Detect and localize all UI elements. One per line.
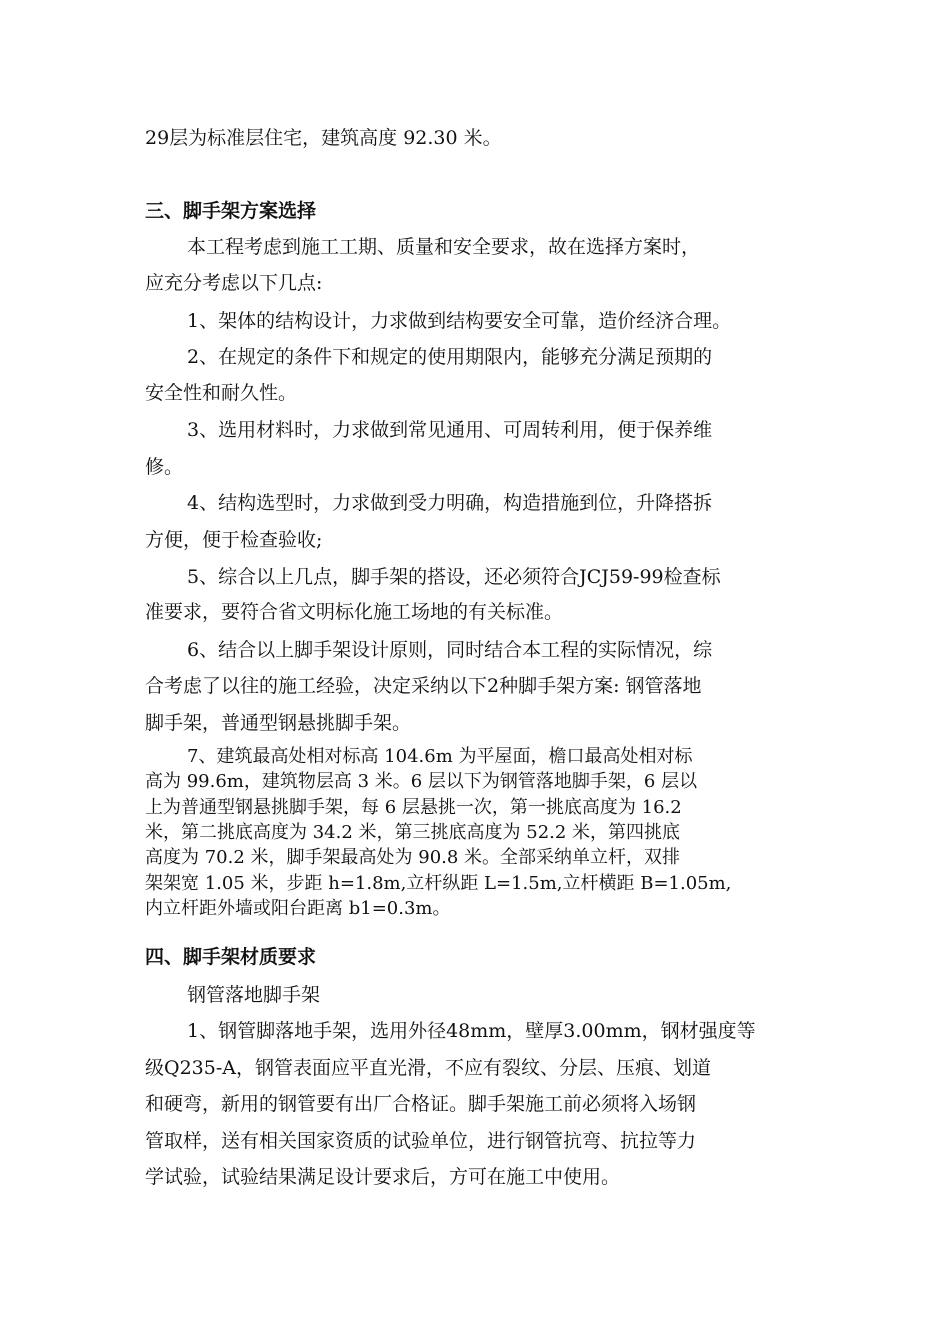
body-line: 本工程考虑到施工工期、质量和安全要求，故在选择方案时，: [187, 236, 701, 258]
list-item-1-cont: 级Q235-A，钢管表面应平直光滑，不应有裂纹、分层、压痕、划道: [145, 1057, 711, 1079]
subheading: 钢管落地脚手架: [187, 984, 321, 1006]
list-item-1-cont: 学试验，试验结果满足设计要求后，方可在施工中使用。: [145, 1166, 621, 1188]
list-item-6-cont: 脚手架，普通型钢悬挑脚手架。: [145, 712, 412, 734]
list-item-5: 5、综合以上几点，脚手架的搭设，还必须符合JCJ59-99检查标: [187, 566, 721, 588]
list-item-7: 7、建筑最高处相对标高 104.6m 为平屋面，檐口最高处相对标: [187, 746, 693, 767]
list-item-2: 2、在规定的条件下和规定的使用期限内，能够充分满足预期的: [187, 346, 713, 368]
list-item-1-cont: 管取样，送有相关国家资质的试验单位，进行钢管抗弯、抗拉等力: [145, 1130, 697, 1152]
body-line: 应充分考虑以下几点:: [145, 272, 323, 294]
list-item-6-cont: 合考虑了以往的施工经验，决定采纳以下2种脚手架方案: 钢管落地: [145, 675, 702, 697]
list-item-7-cont: 内立杆距外墙或阳台距离 b1=0.3m。: [145, 898, 451, 919]
list-item-1-cont: 和硬弯，新用的钢管要有出厂合格证。脚手架施工前必须将入场钢: [145, 1093, 697, 1115]
list-item-3: 3、选用材料时，力求做到常见通用、可周转利用，便于保养维: [187, 419, 713, 441]
list-item-4-cont: 方便，便于检查验收;: [145, 529, 323, 551]
list-item-5-cont: 准要求，要符合省文明标化施工场地的有关标准。: [145, 601, 564, 623]
list-item-1: 1、钢管脚落地手架，选用外径48mm，壁厚3.00mm，钢材强度等: [187, 1020, 756, 1042]
list-item-7-cont: 高度为 70.2 米，脚手架最高处为 90.8 米。全部采纳单立杆，双排: [145, 847, 681, 868]
list-item-3-cont: 修。: [145, 456, 184, 478]
body-line: 29层为标准层住宅，建筑高度 92.30 米。: [145, 127, 502, 149]
list-item-7-cont: 米，第二挑底高度为 34.2 米，第三挑底高度为 52.2 米，第四挑底: [145, 822, 681, 843]
list-item-6: 6、结合以上脚手架设计原则，同时结合本工程的实际情况，综: [187, 639, 713, 661]
list-item-1: 1、架体的结构设计，力求做到结构要安全可靠，造价经济合理。: [187, 310, 732, 332]
list-item-7-cont: 高为 99.6m，建筑物层高 3 米。6 层以下为钢管落地脚手架，6 层以: [145, 771, 698, 792]
list-item-2-cont: 安全性和耐久性。: [145, 382, 298, 404]
list-item-4: 4、结构选型时，力求做到受力明确，构造措施到位，升降搭拆: [187, 492, 713, 514]
section-heading-3: 三、脚手架方案选择: [145, 200, 317, 222]
section-heading-4: 四、脚手架材质要求: [145, 946, 317, 968]
list-item-7-cont: 架架宽 1.05 米，步距 h=1.8m,立杆纵距 L=1.5m,立杆横距 B=1.05m,: [145, 873, 732, 894]
list-item-7-cont: 上为普通型钢悬挑脚手架，每 6 层悬挑一次，第一挑底高度为 16.2: [145, 797, 682, 818]
